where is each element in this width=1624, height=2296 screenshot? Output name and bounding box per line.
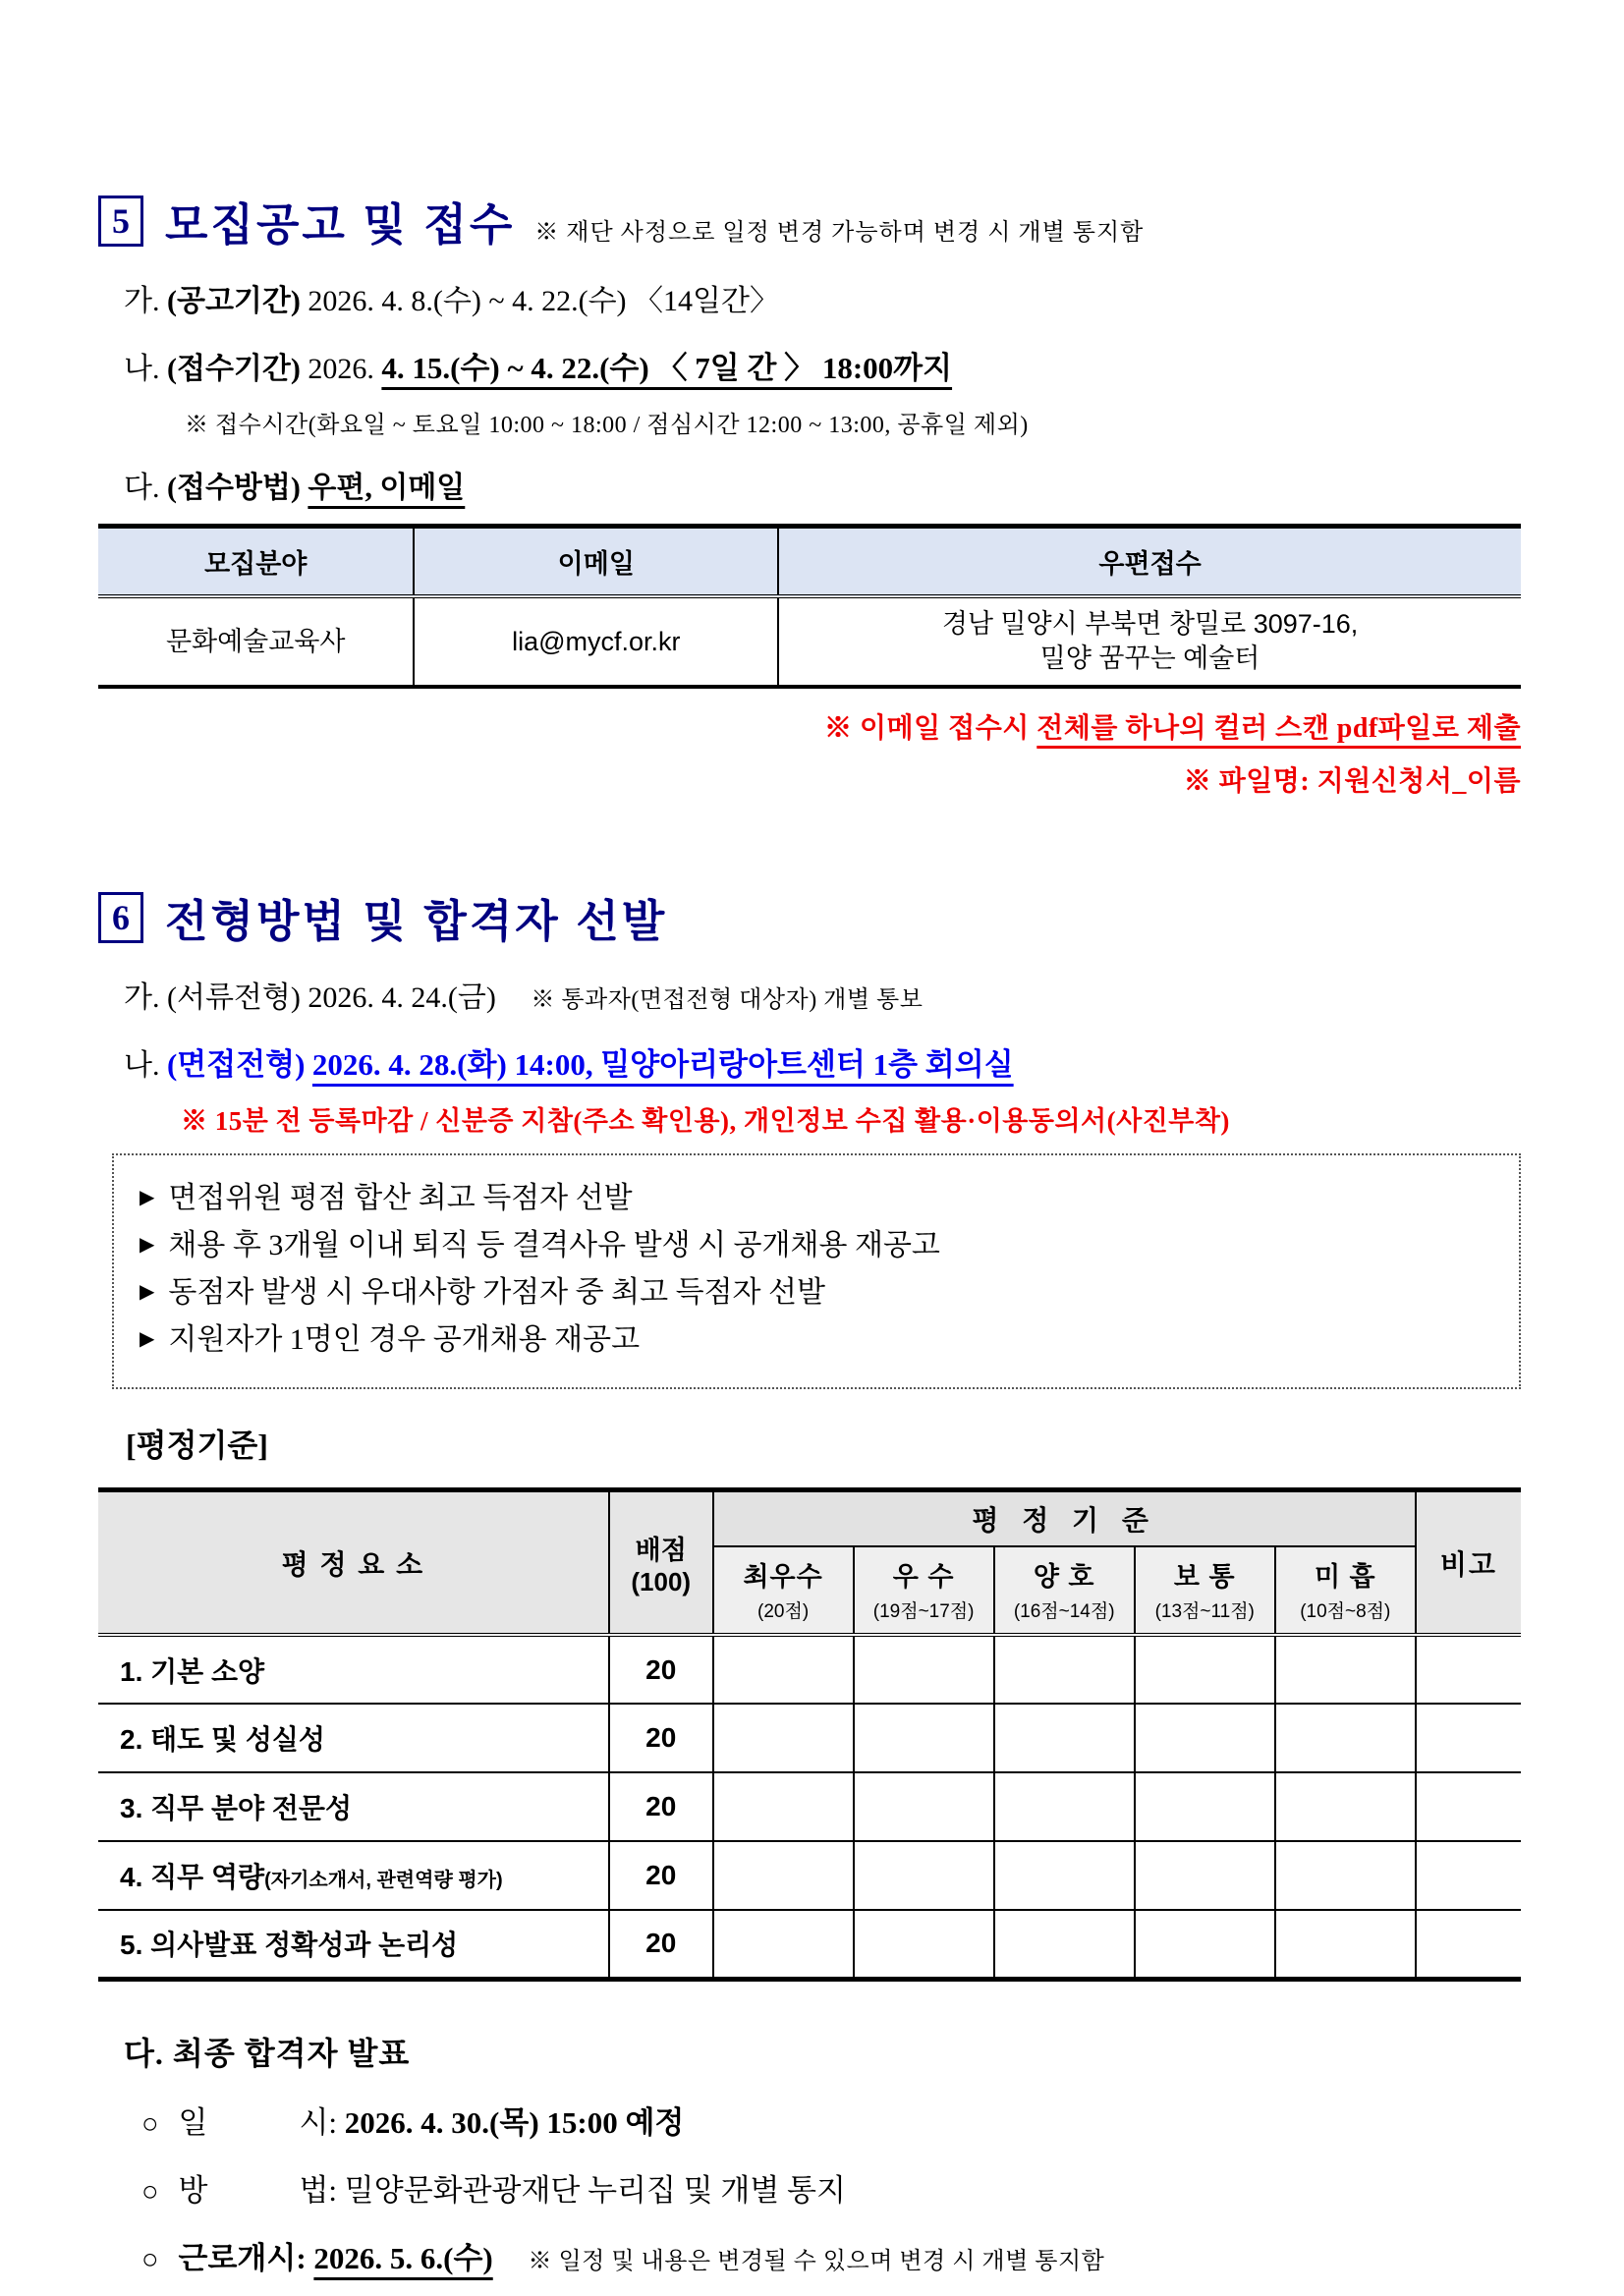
points-cell: 20 [609,1635,713,1704]
empty-score-cell [854,1772,994,1841]
empty-score-cell [713,1841,854,1910]
section5-title: 모집공고 및 접수 [165,199,516,250]
empty-score-cell [994,1910,1135,1979]
work-start-date: 2026. 5. 6.(수) [313,2240,493,2275]
field-cell: 문화예술교육사 [165,626,346,656]
empty-score-cell [994,1704,1135,1772]
selection-rule-item [140,1316,1493,1364]
points-header [609,1490,713,1636]
empty-remarks-cell [1416,1841,1521,1910]
postal-cell [778,596,1521,687]
contact-table-row [98,596,1521,687]
empty-score-cell [994,1635,1135,1704]
doc-screening-note: ※ 통과자(면접전형 대상자) 개별 통보 [531,987,924,1014]
email-submission-note [98,706,1521,746]
empty-score-cell [713,1910,854,1979]
empty-score-cell [1275,1635,1416,1704]
empty-score-cell [994,1772,1135,1841]
doc-screening-key: (서류전형) [166,981,301,1015]
factor-header: 평 정 요 소 [98,1490,609,1636]
notice-period-label: 가. [124,285,160,317]
notice-period-text: 2026. 4. 8.(수) ~ 4. 22.(수) 〈14일간〉 [308,285,780,317]
factor-cell [98,1841,609,1910]
filename-note: ※ 파일명: 지원신청서_이름 [1183,766,1521,798]
empty-score-cell [1275,1772,1416,1841]
empty-score-cell [854,1704,994,1772]
criteria-row [98,1635,1521,1704]
doc-screening-line [124,973,1521,1016]
interview-detail: 2026. 4. 28.(화) 14:00, 밀양아리랑아트센터 1층 회의실 [311,1047,1014,1083]
application-contact-table [98,524,1521,689]
section5-number-box: 5 [98,196,143,247]
empty-score-cell [1135,1910,1275,1979]
empty-score-cell [994,1841,1135,1910]
grade-header-average [1135,1546,1275,1635]
work-start-line [141,2233,1521,2277]
section5-title-note: ※ 재단 사정으로 일정 변경 가능하며 변경 시 개별 통지함 [534,220,1145,246]
apply-period-label: 나. [124,353,160,385]
interview-label: 나. [124,1049,160,1083]
selection-rule-text: 채용 후 3개월 이내 퇴직 등 결격사유 발생 시 공개채용 재공고 [168,1229,940,1262]
col-header-postal: 우편접수 [778,527,1521,597]
empty-score-cell [1135,1635,1275,1704]
points-header-line2: (100) [631,1566,692,1596]
grade-header-good [994,1546,1135,1635]
selection-rule-item [140,1269,1493,1316]
interview-warning-note: ※ 15분 전 등록마감 / 신분증 지참(주소 확인용), 개인정보 수집 활용·이용동의서(사진부착) [181,1106,1230,1137]
criteria-row [98,1772,1521,1841]
empty-score-cell [1135,1841,1275,1910]
grade-name: 양 호 [1033,1562,1095,1593]
circle-marker-icon: ○ [141,2175,159,2208]
notice-period-key: (공고기간) [166,285,301,317]
final-datetime-line [141,2098,1521,2142]
empty-score-cell [854,1910,994,1979]
selection-rule-text: 면접위원 평점 합산 최고 득점자 선발 [168,1182,633,1215]
evaluation-criteria-table [98,1487,1521,1982]
empty-score-cell [713,1772,854,1841]
empty-score-cell [854,1841,994,1910]
circle-marker-icon: ○ [141,2243,159,2275]
apply-period-range: 4. 15.(수) ~ 4. 22.(수) 〈 7일 간 〉 18:00까지 [381,351,953,385]
empty-score-cell [1275,1910,1416,1979]
factor-cell [98,1910,609,1979]
factor-cell [98,1704,609,1772]
postal-line2: 밀양 꿈꾸는 예술터 [1039,644,1260,674]
grade-range: (16점~14점) [1013,1601,1115,1623]
factor-cell [98,1772,609,1841]
section6-title: 전형방법 및 합격자 선발 [165,896,668,947]
selection-rule-item [140,1222,1493,1269]
apply-period-key: (접수기간) [166,353,301,385]
empty-score-cell [713,1635,854,1704]
selection-rule-text: 동점자 발생 시 우대사항 가점자 중 최고 득점자 선발 [168,1276,825,1310]
grade-header-poor [1275,1546,1416,1635]
criteria-row [98,1910,1521,1979]
apply-method-label: 다. [124,472,160,504]
factor-label: 4. 직무 역량 [120,1862,265,1893]
final-announcement-label: 다. [124,2035,164,2071]
factor-label-sub: (자기소개서, 관련역량 평가) [264,1870,503,1892]
remarks-header: 비고 [1416,1490,1521,1636]
col-header-email: 이메일 [414,527,778,597]
doc-screening-date: 2026. 4. 24.(금) [308,981,496,1015]
selection-rule-text: 지원자가 1명인 경우 공개채용 재공고 [168,1323,641,1357]
work-start-key: 근로개시: [178,2240,307,2275]
bullet-arrow-icon: ▶ [140,1234,155,1257]
contact-table-header-row [98,527,1521,597]
email-note-underlined: 전체를 하나의 컬러 스캔 pdf파일로 제출 [1036,713,1521,745]
empty-remarks-cell [1416,1772,1521,1841]
criteria-band-header: 평 정 기 준 [713,1490,1416,1547]
bullet-arrow-icon: ▶ [140,1187,155,1209]
empty-score-cell [1135,1704,1275,1772]
col-header-field: 모집분야 [98,527,414,597]
points-cell: 20 [609,1841,713,1910]
factor-label: 2. 태도 및 성실성 [120,1724,325,1756]
empty-remarks-cell [1416,1635,1521,1704]
postal-line1: 경남 밀양시 부북면 창밀로 3097-16, [941,609,1359,639]
final-announcement-title [124,2029,1521,2074]
points-cell: 20 [609,1910,713,1979]
work-start-note: ※ 일정 및 내용은 변경될 수 있으며 변경 시 개별 통지함 [528,2248,1105,2274]
grade-range: (20점) [757,1601,810,1623]
final-datetime-value: 2026. 4. 30.(목) 15:00 예정 [344,2104,685,2140]
apply-method-key: (접수방법) [166,472,301,504]
empty-remarks-cell [1416,1704,1521,1772]
points-cell: 20 [609,1704,713,1772]
apply-method-values: 우편, 이메일 [308,472,466,504]
grade-name: 우 수 [892,1562,955,1593]
empty-score-cell [1135,1772,1275,1841]
selection-rule-item [140,1175,1493,1222]
bullet-arrow-icon: ▶ [140,1328,155,1351]
apply-period-line [124,343,1521,387]
interview-key: (면접전형) [166,1047,306,1083]
grade-range: (19점~17점) [872,1601,975,1623]
section6-header [98,885,1521,949]
section5-header [98,189,1521,252]
final-method-key: 방 법: [178,2172,338,2208]
grade-name: 보 통 [1173,1562,1236,1593]
final-announcement-text: 최종 합격자 발표 [172,2035,411,2071]
criteria-row [98,1841,1521,1910]
bullet-arrow-icon: ▶ [140,1281,155,1304]
final-method-line [141,2165,1521,2210]
empty-score-cell [713,1704,854,1772]
factor-label: 3. 직무 분야 전문성 [120,1793,353,1824]
empty-score-cell [1275,1704,1416,1772]
factor-label: 1. 기본 소양 [120,1655,265,1687]
section6-number-box: 6 [98,892,143,943]
factor-cell [98,1635,609,1704]
empty-score-cell [854,1635,994,1704]
apply-time-note: ※ 접수시간(화요일 ~ 토요일 10:00 ~ 18:00 / 점심시간 12:00 ~ 13:00, 공휴일 제외) [185,413,1029,438]
notice-period-line [124,276,1521,319]
points-cell: 20 [609,1772,713,1841]
points-header-line1: 배점 [635,1535,687,1565]
selection-rules-box [112,1153,1521,1389]
final-method-value: 밀양문화관광재단 누리집 및 개별 통지 [344,2172,846,2208]
doc-screening-label: 가. [124,981,160,1015]
circle-marker-icon: ○ [141,2107,159,2140]
interview-line [124,1039,1521,1084]
grade-name: 미 흡 [1314,1562,1376,1593]
empty-score-cell [1275,1841,1416,1910]
final-datetime-key: 일 시: [178,2104,338,2140]
email-cell: lia@mycf.or.kr [414,596,778,687]
grade-header-excellent [854,1546,994,1635]
grade-name: 최우수 [743,1562,823,1593]
empty-remarks-cell [1416,1910,1521,1979]
grade-range: (10점~8점) [1300,1601,1391,1623]
criteria-header-row1 [98,1490,1521,1547]
factor-label: 5. 의사발표 정확성과 논리성 [120,1930,459,1961]
criteria-heading: [평정기준] [126,1428,268,1464]
apply-period-year: 2026. [308,353,374,385]
grade-header-best [713,1546,854,1635]
apply-method-line [124,463,1521,506]
email-note-prefix: ※ 이메일 접수시 [824,713,1037,745]
grade-range: (13점~11점) [1154,1601,1255,1623]
criteria-row [98,1704,1521,1772]
